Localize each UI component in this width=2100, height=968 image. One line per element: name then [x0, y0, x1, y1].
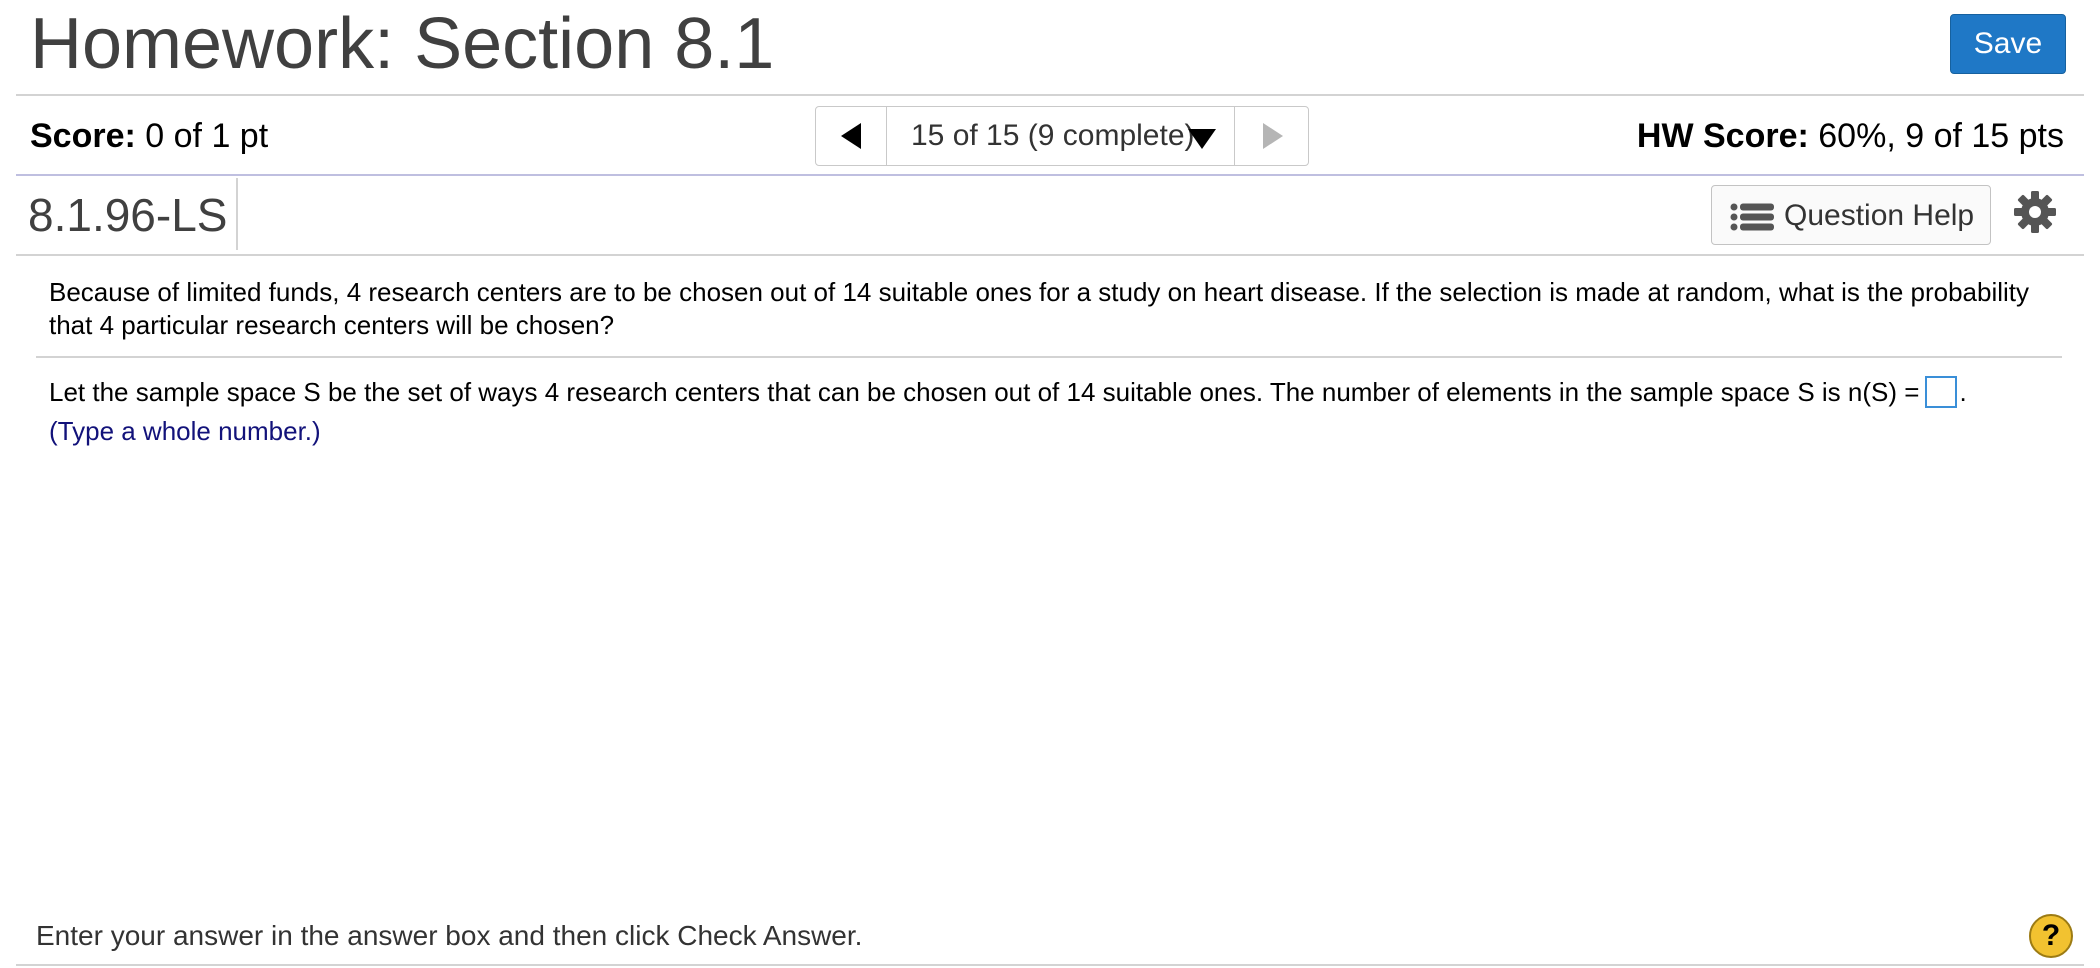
question-select-dropdown[interactable]	[886, 107, 1235, 165]
caret-down-icon	[1188, 129, 1216, 149]
divider	[36, 356, 2062, 358]
gear-icon[interactable]	[2013, 190, 2057, 234]
question-header	[0, 178, 2100, 254]
hw-score-value: 60%, 9 of 15 pts	[1818, 117, 2064, 155]
question-status-text: 15 of 15 (9 complete)	[911, 119, 1195, 152]
previous-question-button[interactable]	[816, 107, 887, 165]
next-question-button[interactable]	[1235, 107, 1308, 165]
divider	[16, 964, 2084, 966]
question-navigator	[815, 106, 1309, 166]
score-display	[30, 116, 268, 156]
score-label: Score:	[30, 117, 136, 155]
help-icon[interactable]: ?	[2029, 914, 2073, 958]
divider	[16, 254, 2084, 256]
question-id: 8.1.96-LS	[28, 189, 228, 241]
question-help-label: Question Help	[1784, 199, 1975, 232]
page-title: Homework: Section 8.1	[30, 4, 775, 84]
question-help-button[interactable]	[1711, 185, 1991, 245]
answer-line	[49, 374, 1967, 410]
score-bar	[0, 96, 2100, 174]
footer-instruction: Enter your answer in the answer box and then click Check Answer.	[36, 920, 863, 951]
answer-prefix: Let the sample space S be the set of ways 4 research centers that can be chosen out of 14 suitable ones. The number of elements in the sample space S is n(S) =	[49, 377, 1920, 407]
divider	[16, 174, 2084, 176]
hw-score-label: HW Score:	[1636, 117, 1809, 155]
list-icon	[1730, 203, 1774, 231]
save-button[interactable]: Save	[1950, 14, 2066, 74]
answer-input[interactable]	[1925, 376, 1957, 408]
divider	[236, 178, 238, 250]
answer-hint: (Type a whole number.)	[49, 416, 321, 446]
score-value: 0 of 1 pt	[145, 117, 269, 155]
title-bar	[0, 0, 2100, 94]
question-prompt: Because of limited funds, 4 research centers are to be chosen out of 14 suitable ones for a study on heart disease. If the selection is made at random, what is the probability that 4 particular research centers will be chosen?	[49, 277, 2030, 340]
answer-suffix: .	[1959, 377, 1967, 407]
hw-score-display	[1637, 116, 2064, 156]
